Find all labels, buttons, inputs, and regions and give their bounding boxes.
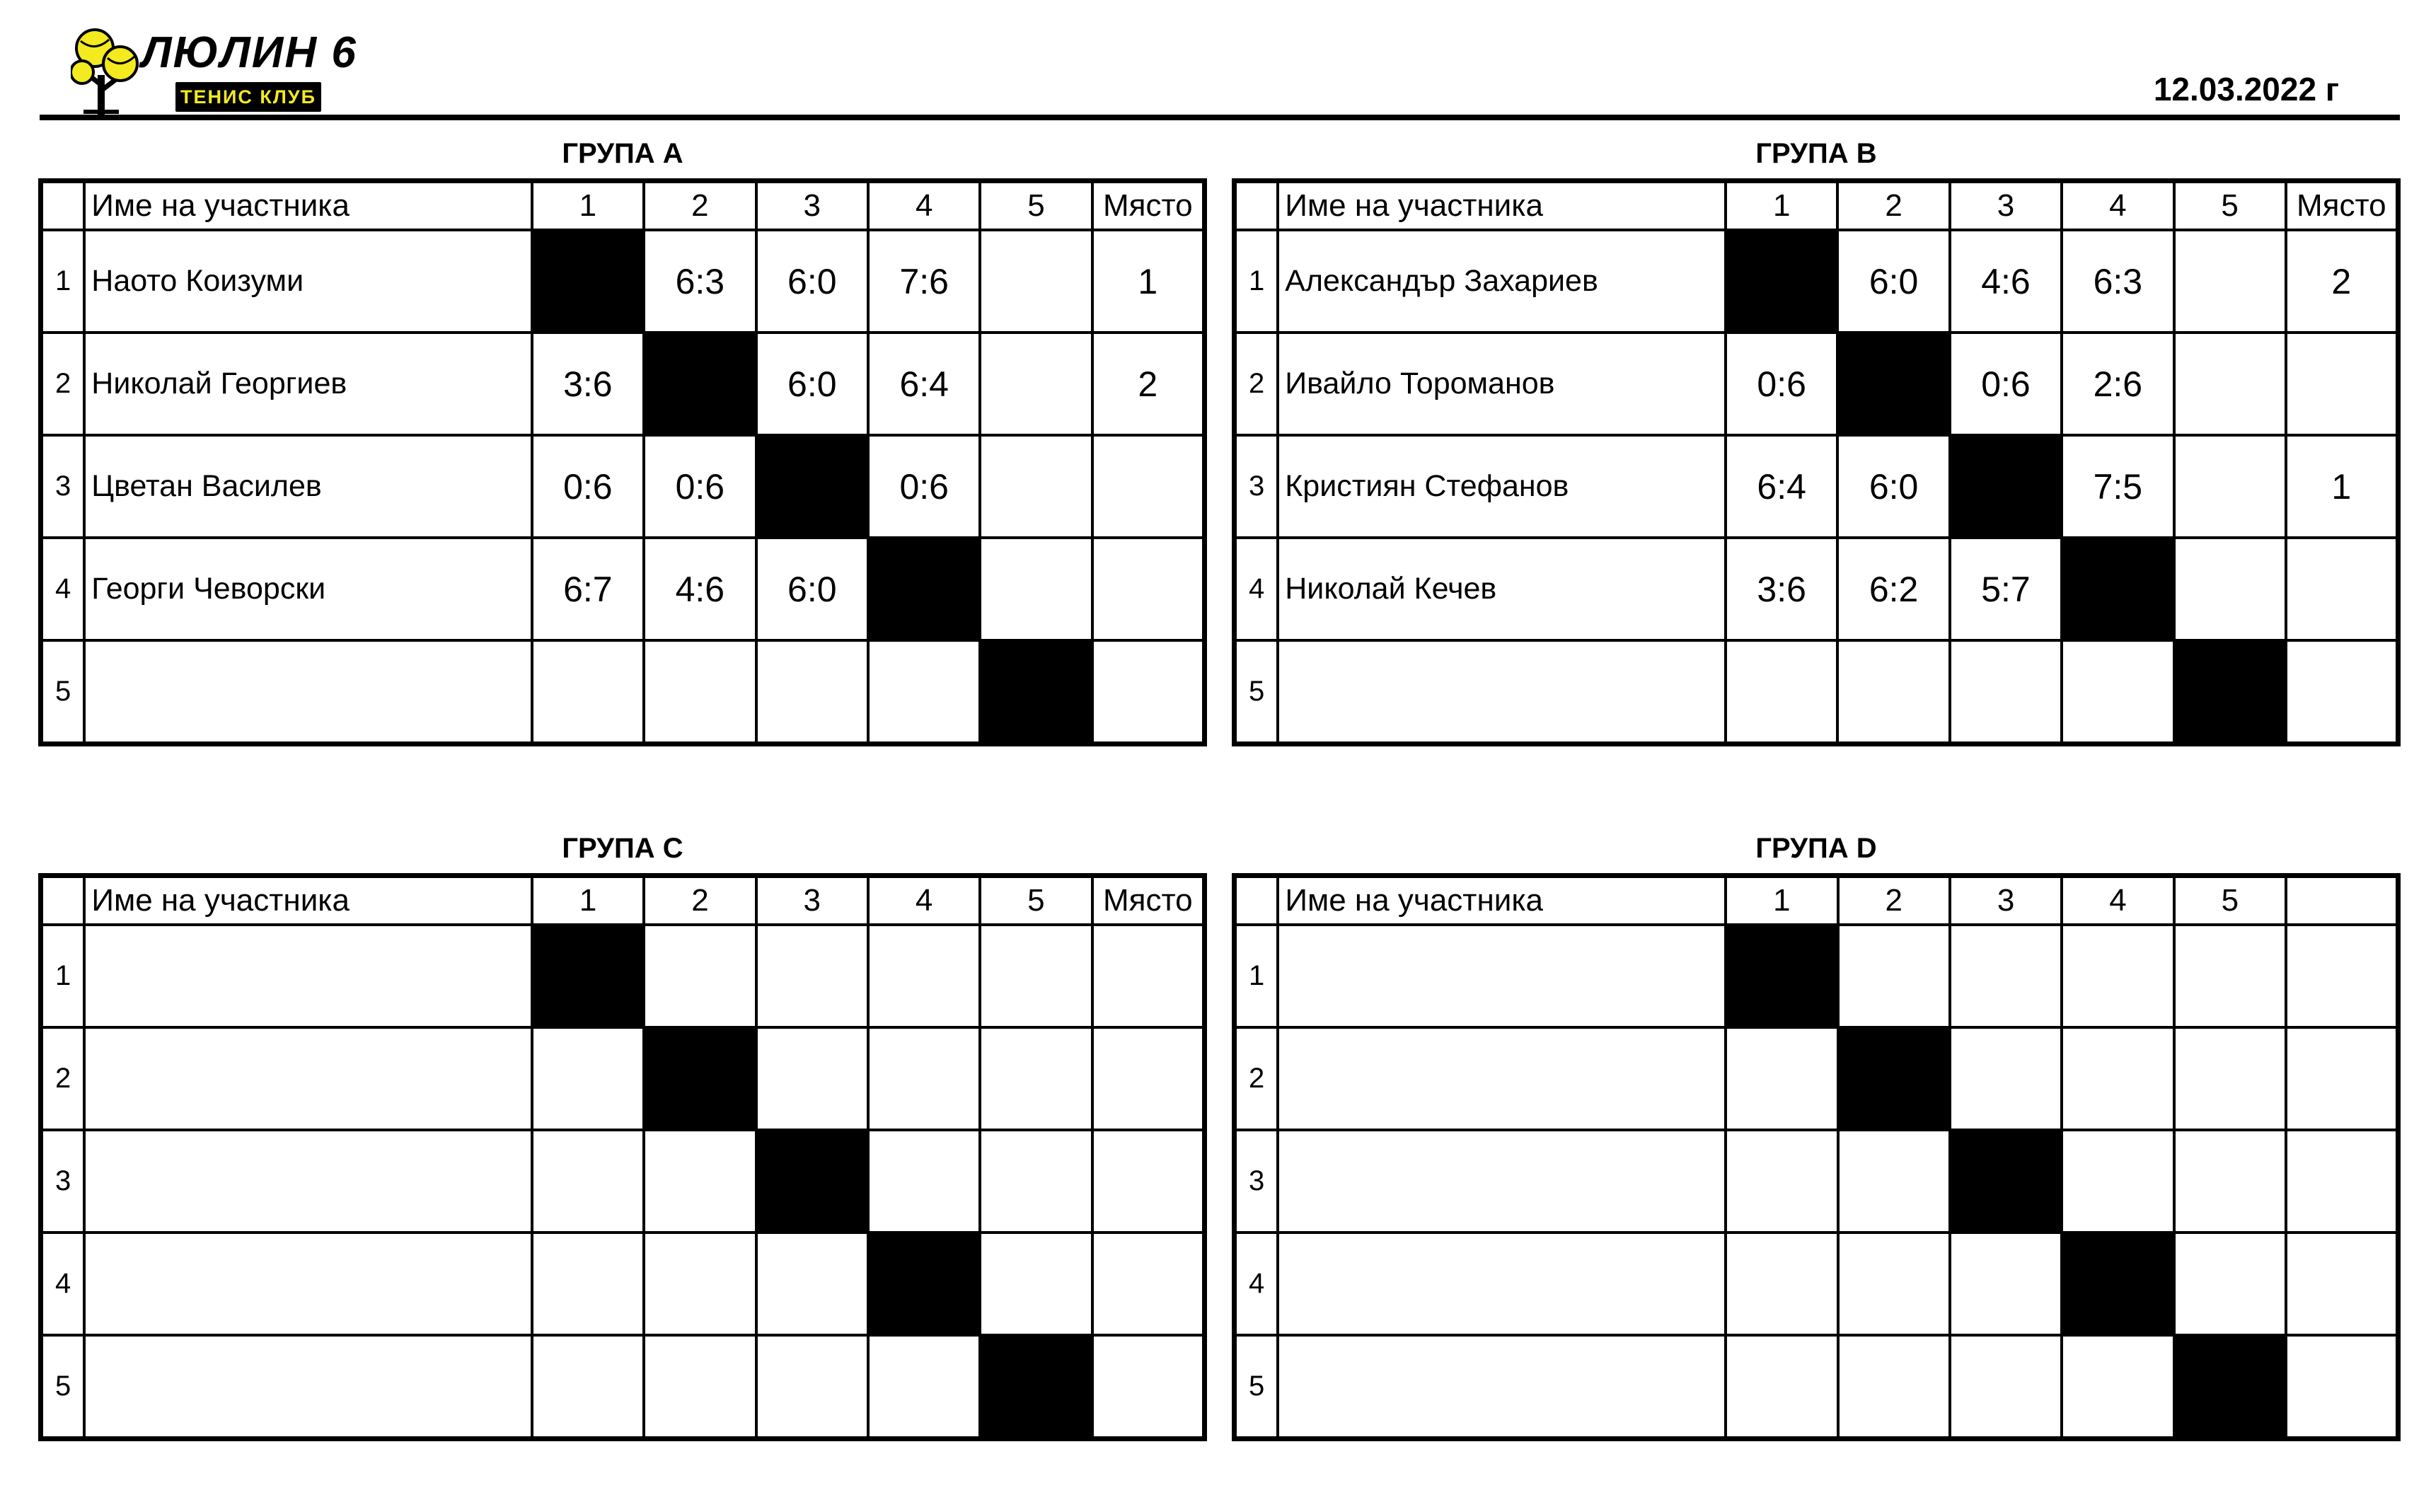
score-cell: 0:6: [1950, 333, 2062, 435]
header-corner-cell: [41, 876, 85, 925]
score-cell: [2174, 538, 2286, 640]
score-cell: [1950, 925, 2062, 1027]
table-row: [1235, 1233, 2398, 1335]
score-cell: [644, 1335, 756, 1439]
score-cell: 6:7: [532, 538, 644, 640]
header-opponent-5: 5: [2174, 876, 2286, 925]
score-cell: [1726, 1130, 1837, 1233]
participant-name: [1278, 1027, 1726, 1130]
score-cell: [868, 1027, 980, 1130]
score-cell: [2174, 230, 2286, 333]
participant-name: [84, 1335, 532, 1439]
score-cell: [980, 1027, 1092, 1130]
score-cell: 0:6: [644, 435, 756, 538]
place-cell: [1092, 1130, 1205, 1233]
header-place-cell: Място: [2286, 181, 2398, 231]
score-cell: 6:2: [1837, 538, 1949, 640]
score-cell: 4:6: [644, 538, 756, 640]
participant-name: [1278, 640, 1726, 744]
row-number: 4: [1235, 538, 1278, 640]
table-row: [41, 1335, 1205, 1439]
score-cell: [868, 1335, 980, 1439]
self-match-blocked-cell: [532, 925, 644, 1027]
place-cell: [1092, 1335, 1205, 1439]
score-cell: 6:4: [868, 333, 980, 435]
participant-name: [1278, 925, 1726, 1027]
header-name-cell: Име на участника: [1278, 876, 1726, 925]
score-cell: [1726, 1233, 1837, 1335]
header-divider: [40, 115, 2400, 120]
score-cell: [1837, 640, 1949, 744]
header-opponent-3: 3: [756, 876, 868, 925]
header-opponent-1: 1: [1726, 181, 1837, 231]
self-match-blocked-cell: [1726, 230, 1837, 333]
participant-name: Цветан Василев: [84, 435, 531, 538]
score-cell: [868, 925, 980, 1027]
place-cell: [2286, 925, 2398, 1027]
table-header-row: [1235, 876, 2398, 925]
score-cell: [2174, 925, 2286, 1027]
participant-name: Георги Чеворски: [84, 538, 531, 640]
score-cell: [532, 1027, 644, 1130]
self-match-blocked-cell: [2062, 1233, 2173, 1335]
header-opponent-4: 4: [2062, 876, 2173, 925]
row-number: 4: [41, 1233, 85, 1335]
participant-name: Александър Захариев: [1278, 230, 1726, 333]
table-row: [41, 1027, 1205, 1130]
score-cell: 6:0: [756, 538, 868, 640]
score-cell: [756, 1027, 868, 1130]
table-header-row: [41, 181, 1205, 231]
score-cell: [980, 538, 1092, 640]
score-cell: 3:6: [1726, 538, 1837, 640]
group-title: ГРУПА В: [1755, 138, 1877, 169]
participant-name: [84, 1233, 532, 1335]
place-cell: [2286, 1130, 2398, 1233]
header-opponent-4: 4: [868, 876, 980, 925]
table-row: [1235, 333, 2398, 435]
header-opponent-2: 2: [1837, 181, 1949, 231]
place-cell: [2286, 538, 2398, 640]
header-opponent-3: 3: [756, 181, 868, 231]
table-row: [41, 230, 1205, 333]
place-cell: [1092, 435, 1205, 538]
score-cell: 7:6: [868, 230, 980, 333]
score-cell: 6:0: [1837, 230, 1949, 333]
group-title: ГРУПА А: [562, 138, 683, 169]
score-cell: [980, 333, 1092, 435]
place-cell: 1: [1092, 230, 1205, 333]
row-number: 2: [41, 333, 85, 435]
row-number: 3: [41, 435, 85, 538]
self-match-blocked-cell: [2062, 538, 2173, 640]
self-match-blocked-cell: [644, 333, 756, 435]
place-cell: [2286, 1027, 2398, 1130]
row-number: 2: [1235, 333, 1278, 435]
participant-name: [1278, 1130, 1726, 1233]
self-match-blocked-cell: [1837, 333, 1949, 435]
score-cell: [532, 640, 644, 744]
group-table: [1232, 178, 2401, 746]
score-cell: 7:5: [2062, 435, 2173, 538]
score-cell: [1950, 640, 2062, 744]
header-opponent-5: 5: [980, 181, 1092, 231]
header-opponent-1: 1: [532, 181, 644, 231]
row-number: 5: [41, 640, 85, 744]
header-opponent-2: 2: [644, 876, 756, 925]
score-cell: [2174, 1130, 2286, 1233]
self-match-blocked-cell: [1726, 925, 1837, 1027]
header-opponent-3: 3: [1950, 876, 2062, 925]
score-cell: [1950, 1335, 2062, 1439]
row-number: 1: [1235, 230, 1278, 333]
score-cell: [2062, 1130, 2173, 1233]
place-cell: 1: [2286, 435, 2398, 538]
header-opponent-4: 4: [868, 181, 980, 231]
self-match-blocked-cell: [1950, 1130, 2062, 1233]
score-cell: [1838, 1233, 1950, 1335]
score-cell: [2174, 333, 2286, 435]
self-match-blocked-cell: [868, 538, 980, 640]
place-cell: 2: [1092, 333, 1205, 435]
club-logo: [71, 28, 368, 120]
participant-name: [84, 640, 531, 744]
row-number: 3: [1235, 435, 1278, 538]
score-cell: [532, 1233, 644, 1335]
self-match-blocked-cell: [980, 640, 1092, 744]
row-number: 5: [41, 1335, 85, 1439]
header-name-cell: Име на участника: [84, 181, 531, 231]
score-cell: [1838, 1130, 1950, 1233]
header-place-cell: [2286, 876, 2398, 925]
score-cell: 3:6: [532, 333, 644, 435]
table-row: [1235, 1335, 2398, 1439]
row-number: 5: [1235, 1335, 1278, 1439]
score-cell: [2174, 435, 2286, 538]
logo-subtitle: ТЕНИС КЛУБ: [175, 82, 321, 112]
score-cell: 6:4: [1726, 435, 1837, 538]
row-number: 3: [1235, 1130, 1278, 1233]
header-opponent-1: 1: [532, 876, 644, 925]
table-row: [41, 538, 1205, 640]
score-cell: [644, 1130, 756, 1233]
score-cell: 6:0: [756, 230, 868, 333]
table-row: [1235, 230, 2398, 333]
table-header-row: [1235, 181, 2398, 231]
header-opponent-1: 1: [1726, 876, 1837, 925]
row-number: 2: [41, 1027, 85, 1130]
header-opponent-2: 2: [644, 181, 756, 231]
participant-name: Николай Георгиев: [84, 333, 531, 435]
self-match-blocked-cell: [644, 1027, 756, 1130]
score-cell: [756, 1233, 868, 1335]
place-cell: [1092, 640, 1205, 744]
table-row: [1235, 1130, 2398, 1233]
row-number: 1: [1235, 925, 1278, 1027]
score-cell: [2062, 1027, 2173, 1130]
header-opponent-2: 2: [1838, 876, 1950, 925]
score-cell: [1726, 1027, 1837, 1130]
score-cell: 6:0: [756, 333, 868, 435]
header-opponent-5: 5: [2174, 181, 2286, 231]
header-opponent-5: 5: [980, 876, 1092, 925]
self-match-blocked-cell: [1838, 1027, 1950, 1130]
table-row: [1235, 435, 2398, 538]
place-cell: [2286, 1335, 2398, 1439]
table-row: [41, 640, 1205, 744]
participant-name: Наото Коизуми: [84, 230, 531, 333]
participant-name: [1278, 1335, 1726, 1439]
participant-name: Николай Кечев: [1278, 538, 1726, 640]
table-row: [1235, 538, 2398, 640]
score-cell: [868, 640, 980, 744]
place-cell: 2: [2286, 230, 2398, 333]
self-match-blocked-cell: [2174, 640, 2286, 744]
row-number: 1: [41, 925, 85, 1027]
header-name-cell: Име на участника: [84, 876, 532, 925]
score-cell: [644, 640, 756, 744]
participant-name: [1278, 1233, 1726, 1335]
self-match-blocked-cell: [980, 1335, 1092, 1439]
group-table: [1232, 873, 2401, 1441]
header-name-cell: Име на участника: [1278, 181, 1726, 231]
score-cell: [532, 1335, 644, 1439]
score-cell: [756, 1335, 868, 1439]
row-number: 5: [1235, 640, 1278, 744]
score-cell: 6:3: [644, 230, 756, 333]
participant-name: Ивайло Тороманов: [1278, 333, 1726, 435]
score-cell: [980, 1130, 1092, 1233]
header-place-cell: Място: [1092, 181, 1205, 231]
score-cell: [532, 1130, 644, 1233]
score-cell: [868, 1130, 980, 1233]
self-match-blocked-cell: [756, 1130, 868, 1233]
header-corner-cell: [1235, 181, 1278, 231]
document-date: 12.03.2022 г: [2153, 71, 2339, 108]
table-row: [1235, 640, 2398, 744]
score-cell: 2:6: [2062, 333, 2173, 435]
score-cell: [2062, 925, 2173, 1027]
self-match-blocked-cell: [532, 230, 644, 333]
participant-name: Кристиян Стефанов: [1278, 435, 1726, 538]
participant-name: [84, 1027, 532, 1130]
place-cell: [1092, 538, 1205, 640]
score-cell: 5:7: [1950, 538, 2062, 640]
place-cell: [2286, 1233, 2398, 1335]
score-cell: 0:6: [532, 435, 644, 538]
group-title: ГРУПА C: [562, 833, 683, 864]
self-match-blocked-cell: [756, 435, 868, 538]
row-number: 3: [41, 1130, 85, 1233]
table-row: [41, 925, 1205, 1027]
place-cell: [1092, 1027, 1205, 1130]
table-row: [41, 1233, 1205, 1335]
score-cell: [2174, 1233, 2286, 1335]
table-row: [1235, 925, 2398, 1027]
group-title: ГРУПА D: [1755, 833, 1877, 864]
place-cell: [2286, 333, 2398, 435]
score-cell: [2062, 1335, 2173, 1439]
row-number: 1: [41, 230, 85, 333]
score-cell: [756, 925, 868, 1027]
group-table: [38, 178, 1207, 746]
score-cell: [980, 1233, 1092, 1335]
self-match-blocked-cell: [2174, 1335, 2286, 1439]
header-opponent-3: 3: [1950, 181, 2062, 231]
score-cell: 4:6: [1950, 230, 2062, 333]
table-header-row: [41, 876, 1205, 925]
table-row: [41, 333, 1205, 435]
score-cell: [1950, 1233, 2062, 1335]
score-cell: [1950, 1027, 2062, 1130]
header-corner-cell: [41, 181, 85, 231]
logo-title: ЛЮЛИН 6: [142, 28, 357, 77]
page-header: [0, 0, 2431, 124]
score-cell: [644, 925, 756, 1027]
participant-name: [84, 1130, 532, 1233]
self-match-blocked-cell: [1950, 435, 2062, 538]
score-cell: [1726, 640, 1837, 744]
row-number: 2: [1235, 1027, 1278, 1130]
score-cell: [1838, 1335, 1950, 1439]
score-cell: [1838, 925, 1950, 1027]
score-cell: [2062, 640, 2173, 744]
header-corner-cell: [1235, 876, 1278, 925]
participant-name: [84, 925, 532, 1027]
row-number: 4: [41, 538, 85, 640]
place-cell: [1092, 1233, 1205, 1335]
score-cell: [1726, 1335, 1837, 1439]
score-cell: [980, 230, 1092, 333]
score-cell: [2174, 1027, 2286, 1130]
group-table: [38, 873, 1207, 1441]
score-cell: 6:0: [1837, 435, 1949, 538]
score-cell: 0:6: [868, 435, 980, 538]
score-cell: 6:3: [2062, 230, 2173, 333]
table-row: [1235, 1027, 2398, 1130]
header-place-cell: Място: [1092, 876, 1205, 925]
place-cell: [2286, 640, 2398, 744]
score-cell: 0:6: [1726, 333, 1837, 435]
score-cell: [980, 435, 1092, 538]
self-match-blocked-cell: [868, 1233, 980, 1335]
score-cell: [756, 640, 868, 744]
header-opponent-4: 4: [2062, 181, 2173, 231]
score-cell: [980, 925, 1092, 1027]
table-row: [41, 1130, 1205, 1233]
score-cell: [644, 1233, 756, 1335]
row-number: 4: [1235, 1233, 1278, 1335]
place-cell: [1092, 925, 1205, 1027]
table-row: [41, 435, 1205, 538]
